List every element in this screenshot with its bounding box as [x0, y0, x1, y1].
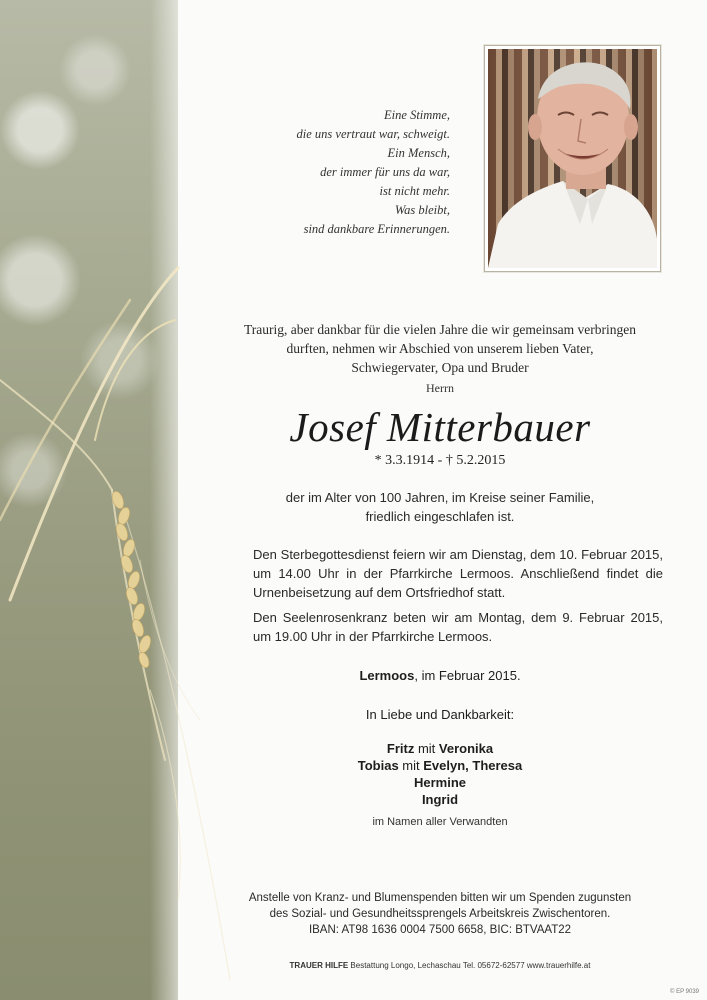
funeral-mass-paragraph: Den Sterbegottesdienst feiern wir am Dienstag, dem 10. Februar 2015, um 14.00 Uhr in der Pfarrkirche Lermoos. Anschließend findet die Urnenbeisetzung auf dem Ortsfriedhof statt. [253, 547, 663, 600]
poem-line: Ein Mensch, [387, 146, 450, 160]
family-line [200, 791, 680, 808]
donation-line: IBAN: AT98 1636 0004 7500 6658, BIC: BTVAAT22 [308, 924, 572, 936]
donation-line: des Sozial- und Gesundheitssprengels Arbeitskreis Zwischentoren. [269, 908, 611, 920]
background-strip-fade [150, 0, 190, 1000]
family-connector: mit [398, 758, 424, 773]
family-name: Tobias [357, 758, 399, 773]
poem-line: der immer für uns da war, [320, 165, 450, 179]
copyright: © EP 9039 [670, 989, 699, 995]
family-name: Hermine [413, 775, 467, 790]
place-date [200, 668, 680, 683]
deceased-name: Josef Mitterbauer [289, 404, 591, 450]
footer [200, 961, 680, 970]
age-text [200, 488, 680, 526]
poem-line: die uns vertraut war, schweigt. [296, 127, 450, 141]
rosary-paragraph: Den Seelenrosenkranz beten wir am Montag, dem 9. Februar 2015, um 19.00 Uhr in der Pfarrkirche Lermoos. [253, 610, 663, 644]
intro-line: Traurig, aber dankbar für die vielen Jahre die wir gemeinsam verbringen [244, 322, 636, 337]
donation-line: Anstelle von Kranz- und Blumenspenden bitten wir um Spenden zugunsten [248, 892, 632, 904]
place-town: Lermoos [359, 668, 415, 683]
family-connector: mit [414, 741, 439, 756]
portrait-frame [484, 45, 661, 272]
portrait-photo [488, 49, 657, 268]
family-list [200, 740, 680, 808]
family-name: Veronika [438, 741, 494, 756]
family-line [200, 757, 680, 774]
relatives-note: im Namen aller Verwandten [372, 816, 508, 828]
poem [250, 106, 450, 239]
family-name: Evelyn, Theresa [423, 758, 523, 773]
intro-line: durften, nehmen wir Abschied von unserem lieben Vater, [286, 341, 594, 356]
family-line [200, 774, 680, 791]
closing-text: In Liebe und Dankbarkeit: [365, 707, 515, 722]
footer-text: Bestattung Longo, Lechaschau Tel. 05672-62577 www.trauerhilfe.at [348, 961, 591, 970]
portrait-illustration [488, 49, 657, 268]
family-line [200, 740, 680, 757]
donation-note [200, 890, 680, 938]
intro-line: Schwiegervater, Opa und Bruder [351, 360, 529, 375]
age-line: friedlich eingeschlafen ist. [365, 509, 515, 524]
footer-brand: TRAUER HILFE [289, 961, 349, 970]
place-date-text: , im Februar 2015. [414, 668, 521, 683]
age-line: der im Alter von 100 Jahren, im Kreise seiner Familie, [285, 490, 595, 505]
family-name: Fritz [386, 741, 415, 756]
poem-line: sind dankbare Erinnerungen. [303, 222, 450, 236]
life-dates: * 3.3.1914 - † 5.2.2015 [374, 453, 506, 468]
poem-line: Was bleibt, [394, 203, 450, 217]
family-name: Ingrid [421, 792, 459, 807]
poem-line: Eine Stimme, [384, 108, 450, 122]
intro-text [200, 320, 680, 377]
salutation: Herrn [426, 381, 454, 395]
poem-line: ist nicht mehr. [379, 184, 450, 198]
